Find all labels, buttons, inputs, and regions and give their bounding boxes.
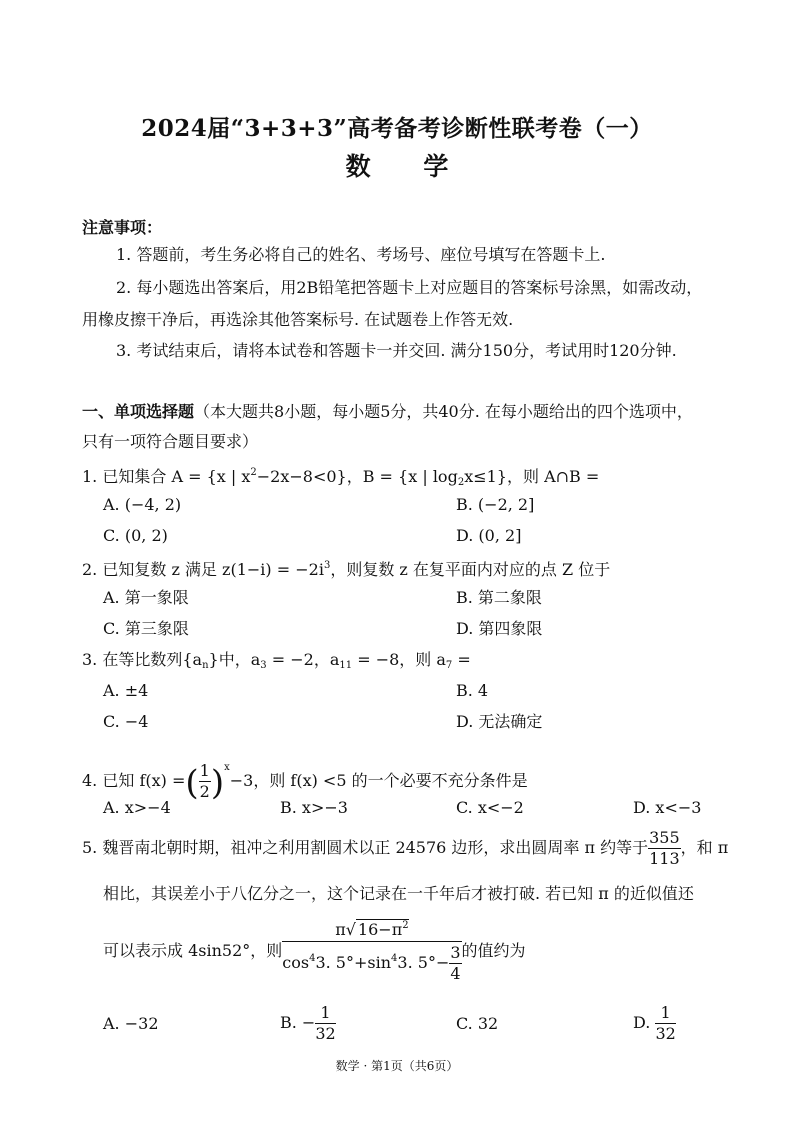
q2-stem-part: ，则复数 z 在复平面内对应的点 Z 位于	[330, 560, 611, 579]
question-number: 4.	[82, 771, 98, 790]
question-5-line2: 相比，其误差小于八亿分之一，这个记录在一千年后才被打破. 若已知 π 的近似值还	[103, 884, 694, 903]
subject-title: 数 学	[345, 152, 471, 181]
question-number: 1.	[82, 467, 98, 486]
radicand-exponent: 2	[402, 920, 409, 931]
q1-option-d[interactable]: D. (0, 2]	[456, 526, 522, 545]
notice-item-3: 3. 考试结束后，请将本试卷和答题卡一并交回. 满分150分，考试用时120分钟.	[116, 341, 677, 360]
q3-subscript: 11	[339, 660, 353, 671]
fraction-denominator: 32	[315, 1024, 336, 1043]
fraction-denominator: 32	[655, 1024, 676, 1043]
q1-stem-part: −2x−8<0}，B = {x | log	[256, 467, 458, 486]
q4-fraction	[199, 763, 211, 800]
question-4-stem	[82, 748, 528, 803]
q5-option-b-fraction	[315, 1005, 335, 1042]
denominator-exponent: 4	[391, 953, 398, 964]
q3-stem-part: = −2，a	[266, 650, 340, 669]
q5-option-d[interactable]	[633, 1000, 676, 1046]
q5-fraction-355-113	[648, 830, 681, 867]
option-label: B. −	[280, 1013, 316, 1032]
q1-option-a[interactable]: A. (−4, 2)	[103, 495, 182, 514]
q2-option-b[interactable]: B. 第二象限	[456, 588, 542, 607]
q4-stem-part: −3，则 f(x) <5 的一个必要不充分条件是	[229, 771, 528, 790]
q3-subscript: 7	[445, 660, 453, 671]
expression-denominator	[282, 942, 461, 982]
denominator-exponent: 4	[309, 953, 316, 964]
question-number: 2.	[82, 560, 98, 579]
section-heading	[82, 402, 693, 422]
question-2-stem	[82, 556, 610, 580]
q3-option-b[interactable]: B. 4	[456, 681, 489, 700]
question-5-line3	[103, 915, 526, 987]
q5-option-c[interactable]: C. 32	[456, 1014, 499, 1033]
fraction-denominator: 2	[199, 782, 210, 801]
q1-stem-part: x≤1}，则 A∩B =	[464, 467, 600, 486]
q1-option-c[interactable]: C. (0, 2)	[103, 526, 168, 545]
q3-stem-part: =	[452, 650, 471, 669]
q5-text: ，和 π	[680, 838, 729, 857]
q5-option-b[interactable]	[280, 1000, 336, 1046]
section-title: 一、单项选择题	[82, 402, 195, 421]
q4-option-d[interactable]: D. x<−3	[633, 798, 702, 817]
q1-superscript: 2	[250, 467, 257, 478]
section-desc-line1: （本大题共8小题，每小题5分，共40分. 在每小题给出的四个选项中，	[194, 402, 693, 421]
q5-text: 魏晋南北朝时期，祖冲之利用割圆术以正 24576 边形，求出圆周率 π 约等于	[102, 838, 649, 857]
q3-option-d[interactable]: D. 无法确定	[456, 712, 543, 731]
denominator-text: 3. 5°−	[397, 953, 450, 972]
q5-option-a[interactable]: A. −32	[103, 1014, 159, 1033]
q5-expression	[282, 921, 461, 982]
fraction-denominator: 113	[649, 849, 680, 868]
denominator-fraction	[449, 945, 461, 982]
right-paren-icon: )	[210, 763, 225, 803]
page-footer: 数学 · 第1页（共6页）	[335, 1059, 459, 1073]
pi-symbol: π	[335, 920, 346, 939]
expression-numerator	[282, 921, 461, 942]
section-desc-line2: 只有一项符合题目要求）	[82, 432, 259, 451]
question-3-stem	[82, 650, 471, 676]
q2-option-c[interactable]: C. 第三象限	[103, 619, 189, 638]
q3-subscript: n	[202, 660, 209, 671]
q5-text: 可以表示成 4sin52°，则	[103, 941, 283, 960]
q2-superscript: 3	[323, 560, 331, 571]
fraction-numerator: 355	[649, 828, 680, 847]
sqrt-radicand	[356, 919, 409, 939]
q3-subscript: 3	[260, 660, 267, 671]
q2-option-a[interactable]: A. 第一象限	[103, 588, 189, 607]
q4-option-c[interactable]: C. x<−2	[456, 798, 524, 817]
q1-option-b[interactable]: B. (−2, 2]	[456, 495, 535, 514]
q2-option-d[interactable]: D. 第四象限	[456, 619, 543, 638]
q3-stem-part: 在等比数列{a	[102, 650, 203, 669]
fraction-numerator: 1	[199, 761, 210, 780]
left-paren-icon: (	[185, 763, 199, 803]
fraction-numerator: 3	[450, 943, 461, 962]
q3-option-c[interactable]: C. −4	[103, 712, 149, 731]
q4-option-a[interactable]: A. x>−4	[103, 798, 171, 817]
fraction-numerator: 1	[315, 1005, 335, 1024]
notice-item-2-line1: 2. 每小题选出答案后，用2B铅笔把答题卡上对应题目的答案标号涂黑，如需改动，	[116, 278, 703, 297]
notice-item-2-line2: 用橡皮擦干净后，再选涂其他答案标号. 在试题卷上作答无效.	[82, 310, 514, 329]
q1-subscript: 2	[457, 477, 465, 488]
fraction-numerator: 1	[655, 1005, 675, 1024]
q3-option-a[interactable]: A. ±4	[103, 681, 149, 700]
q1-stem-part: 已知集合 A = {x | x	[102, 467, 251, 486]
denominator-text: cos	[282, 953, 310, 972]
q2-stem-part: 已知复数 z 满足 z(1−i) = −2i	[102, 560, 324, 579]
question-1-stem	[82, 463, 599, 493]
q3-stem-part: = −8，则 a	[352, 650, 446, 669]
q5-text: 的值约为	[461, 941, 526, 960]
question-number: 3.	[82, 650, 98, 669]
sqrt-icon: √	[345, 920, 356, 939]
notice-item-1: 1. 答题前，考生务必将自己的姓名、考场号、座位号填写在答题卡上.	[116, 245, 606, 264]
q4-stem-part: 已知 f(x) =	[102, 771, 186, 790]
q3-stem-part: }中，a	[208, 650, 261, 669]
question-5-line1	[82, 828, 728, 868]
option-label: D.	[633, 1013, 651, 1032]
q4-exponent: x	[224, 762, 230, 773]
fraction-denominator: 4	[450, 964, 461, 983]
denominator-text: 3. 5°+sin	[315, 953, 392, 972]
radicand-text: 16−π	[357, 920, 403, 939]
q5-option-d-fraction	[655, 1005, 675, 1042]
question-number: 5.	[82, 838, 98, 857]
exam-title: 2024届“3+3+3”高考备考诊断性联考卷（一）	[141, 115, 653, 142]
q4-option-b[interactable]: B. x>−3	[280, 798, 348, 817]
notice-heading: 注意事项：	[82, 218, 163, 237]
